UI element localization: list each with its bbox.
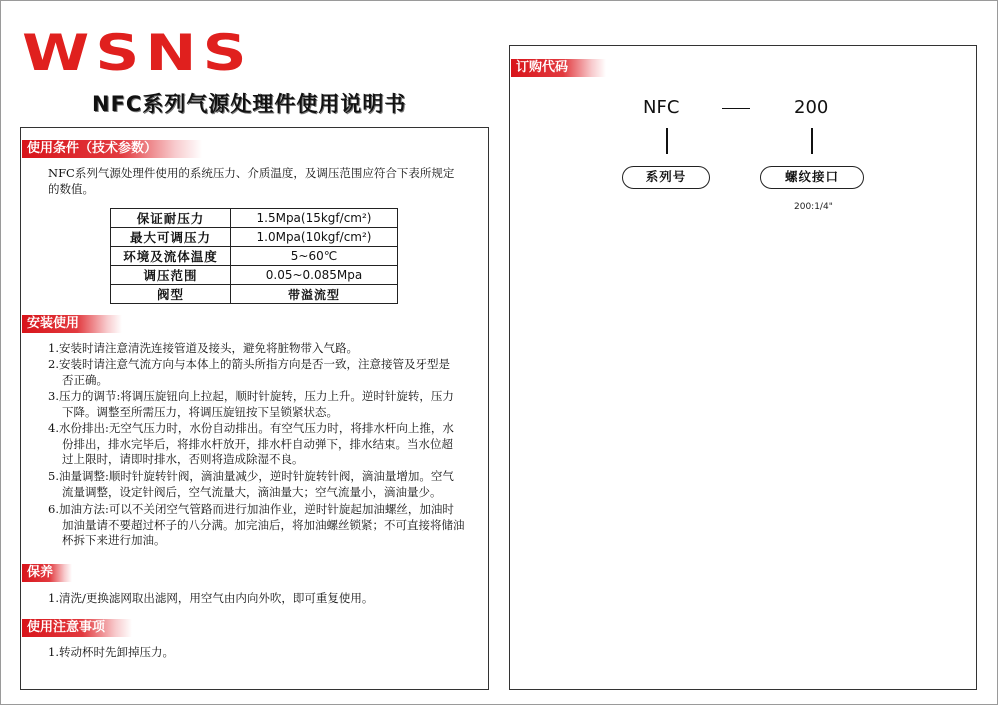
section-header-precautions: 使用注意事项 xyxy=(22,619,132,637)
install-line: 流量调整，设定针阀后，空气流量大，滴油量大；空气流量小，滴油量少。 xyxy=(62,484,442,499)
install-line: 6.加油方法:可以不关闭空气管路而进行加油作业，逆时针旋起加油螺丝，加油时 xyxy=(48,502,454,516)
param-value: 1.0Mpa(10kgf/cm²) xyxy=(231,228,398,247)
section-header-order: 订购代码 xyxy=(511,59,606,77)
param-value: 1.5Mpa(15kgf/cm²) xyxy=(231,209,398,228)
install-item xyxy=(48,389,488,420)
table-row xyxy=(111,247,398,266)
thread-code: 200 xyxy=(794,97,829,118)
param-value: 0.05~0.085Mpa xyxy=(231,266,398,285)
install-line: 1.安装时请注意清洗连接管道及接头，避免将脏物带入气路。 xyxy=(48,341,358,355)
table-row xyxy=(111,285,398,304)
install-line: 2.安装时请注意气流方向与本体上的箭头所指方向是否一致，注意接管及牙型是 xyxy=(48,357,450,371)
conditions-intro xyxy=(48,166,488,197)
table-row xyxy=(111,266,398,285)
install-item xyxy=(48,469,488,500)
install-line: 份排出，排水完毕后，将排水杆放开，排水杆自动弹下，排水结束。当水位超 xyxy=(62,436,453,451)
order-code-panel xyxy=(509,45,977,690)
thread-label-pill: 螺纹接口 xyxy=(760,166,864,189)
brand-logo: WSNS xyxy=(22,24,253,82)
series-label-pill: 系列号 xyxy=(622,166,710,189)
param-label: 环境及流体温度 xyxy=(111,247,231,266)
install-line: 5.油量调整:顺时针旋转针阀，滴油量减少，逆时针旋转针阀，滴油量增加。空气 xyxy=(48,469,454,483)
params-table xyxy=(110,208,398,304)
install-line: 加油量请不要超过杯子的八分满。加完油后，将加油螺丝锁紧；不可直接将储油 xyxy=(62,517,465,532)
install-item xyxy=(48,502,488,549)
thread-leader-line xyxy=(811,128,813,154)
param-label: 调压范围 xyxy=(111,266,231,285)
install-line: 杯拆下来进行加油。 xyxy=(62,533,166,547)
document-title: NFC系列气源处理件使用说明书 xyxy=(92,92,407,116)
series-leader-line xyxy=(666,128,668,154)
param-value: 5~60℃ xyxy=(231,247,398,266)
maintenance-item: 1.清洗/更换滤网取出滤网，用空气由内向外吹，即可重复使用。 xyxy=(48,591,374,605)
install-item xyxy=(48,421,488,468)
install-line: 过上限时，请即时排水，否则将造成除湿不良。 xyxy=(62,452,304,466)
install-line: 4.水份排出:无空气压力时，水份自动排出。有空气压力时，将排水杆向上推，水 xyxy=(48,421,454,435)
thread-note: 200:1/4" xyxy=(794,202,833,212)
install-item xyxy=(48,341,488,357)
param-label: 阀型 xyxy=(111,285,231,304)
param-value: 带溢流型 xyxy=(231,285,398,304)
section-header-maintenance: 保养 xyxy=(22,564,72,582)
install-line: 否正确。 xyxy=(62,372,108,387)
conditions-intro-line: 的数值。 xyxy=(48,181,94,196)
install-line: 3.压力的调节:将调压旋钮向上拉起，顺时针旋转，压力上升。逆时针旋转，压力 xyxy=(48,389,454,403)
install-item xyxy=(48,357,488,388)
section-header-conditions: 使用条件（技术参数） xyxy=(22,140,202,158)
conditions-intro-line: NFC系列气源处理件使用的系统压力、介质温度，及调压范围应符合下表所规定 xyxy=(48,166,455,180)
table-row xyxy=(111,228,398,247)
section-header-install: 安装使用 xyxy=(22,315,122,333)
series-code: NFC xyxy=(643,97,680,118)
install-line: 下降。调整至所需压力，将调压旋钮按下呈锁紧状态。 xyxy=(62,404,338,419)
param-label: 最大可调压力 xyxy=(111,228,231,247)
param-label: 保证耐压力 xyxy=(111,209,231,228)
table-row xyxy=(111,209,398,228)
precautions-item: 1.转动杯时先卸掉压力。 xyxy=(48,645,174,659)
code-separator xyxy=(722,108,750,109)
